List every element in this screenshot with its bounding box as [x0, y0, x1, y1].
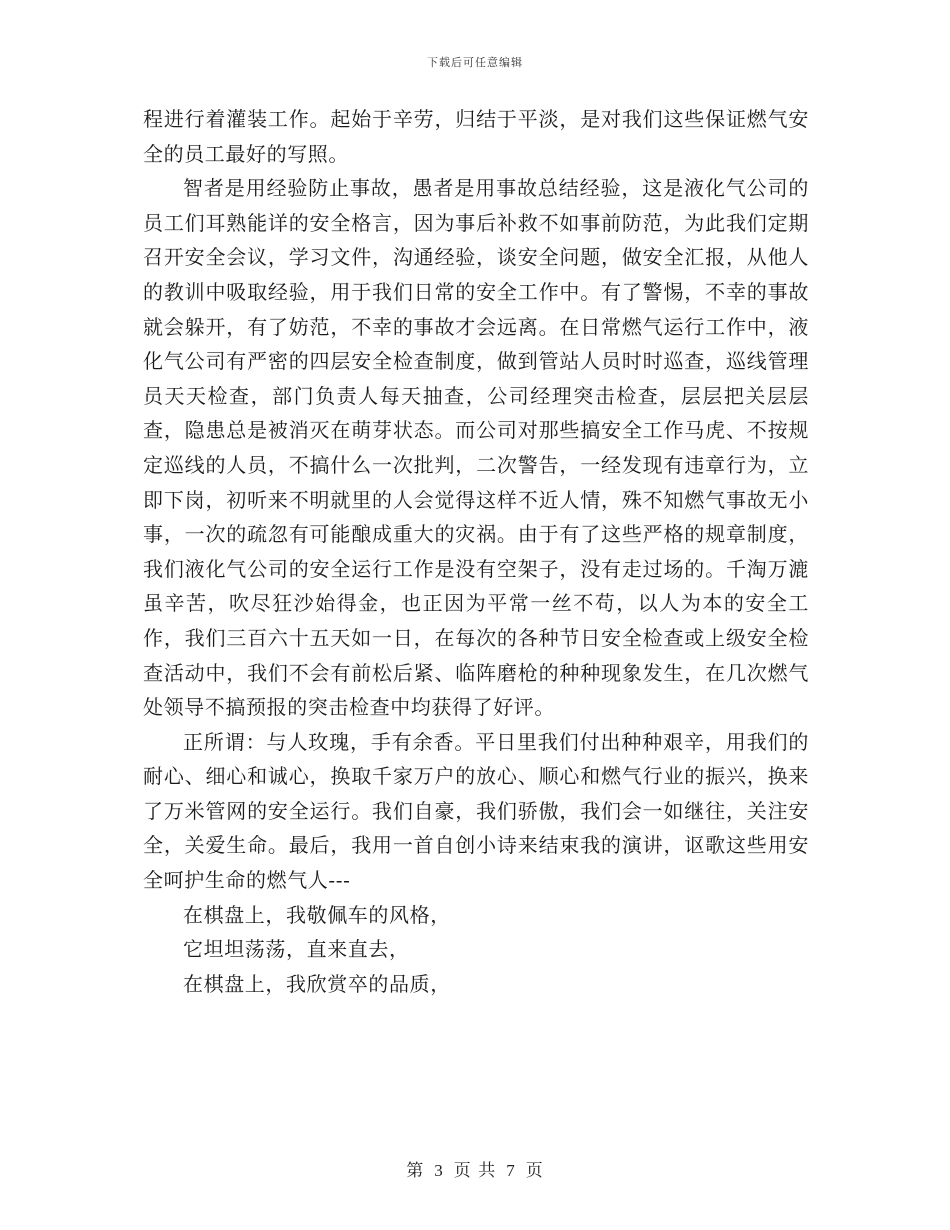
footer-total-pages: 7 — [506, 1161, 516, 1180]
poem-line-1: 在棋盘上，我敬佩车的风格， — [183, 902, 451, 927]
page-header: 下载后可任意编辑 — [427, 56, 523, 69]
paragraph-safety-inspection: 智者是用经验防止事故，愚者是用事故总结经验，这是液化气公司的员工们耳熟能详的安全格言，因为事后补救不如事前防范，为此我们定期召开安全会议，学习文件，沟通经验，谈安全问题，做安全汇报，从他人的教训中吸取经验，用于我们日常的安全工作中。有了警惕，不幸的事故就会躲开，有了妨范，不幸的事故才会远离。在日常燃气运行工作中，液化气公司有严密的四层安全检查制度，做到管站人员时时巡查，巡线管理员天天检查，部门负责人每天抽查，公司经理突击检查，层层把关层层查，隐患总是被消灭在萌芽状态。而公司对那些搞安全工作马虎、不按规定巡线的人员，不搞什么一次批判，二次警告，一经发现有违章行为，立即下岗，初听来不明就里的人会觉得这样不近人情，殊不知燃气事故无小事，一次的疏忽有可能酿成重大的灾祸。由于有了这些严格的规章制度，我们液化气公司的安全运行工作是没有空架子，没有走过场的。千淘万漉虽辛苦，吹尽狂沙始得金，也正因为平常一丝不苟，以人为本的安全工作，我们三百六十五天如一日，在每次的各种节日安全检查或上级安全检查活动中，我们不会有前松后紧、临阵磨枪的种种现象发生，在几次燃气处领导不搞预报的突击检查中均获得了好评。 — [143, 176, 809, 720]
document-body — [143, 102, 809, 1001]
footer-suffix: 页 — [525, 1161, 544, 1181]
poem-line-2: 它坦坦荡荡，直来直去， — [183, 937, 410, 962]
paragraph-conclusion: 正所谓：与人玫瑰，手有余香。平日里我们付出种种艰辛，用我们的耐心、细心和诚心，换取千家万户的放心、顺心和燃气行业的振兴，换来了万米管网的安全运行。我们自豪，我们骄傲，我们会一如继往，关注安全，关爱生命。最后，我用一首自创小诗来结束我的演讲，讴歌这些用安全呵护生命的燃气人--- — [143, 729, 809, 893]
footer-prefix: 第 — [406, 1161, 425, 1181]
paragraph-continuation: 程进行着灌装工作。起始于辛劳，归结于平淡，是对我们这些保证燃气安全的员工最好的写照。 — [143, 107, 809, 166]
footer-middle: 页 共 — [453, 1161, 497, 1181]
page-number-footer — [0, 1156, 950, 1181]
footer-current-page: 3 — [434, 1161, 444, 1180]
poem-line-3: 在棋盘上，我欣赏卒的品质， — [183, 971, 451, 996]
